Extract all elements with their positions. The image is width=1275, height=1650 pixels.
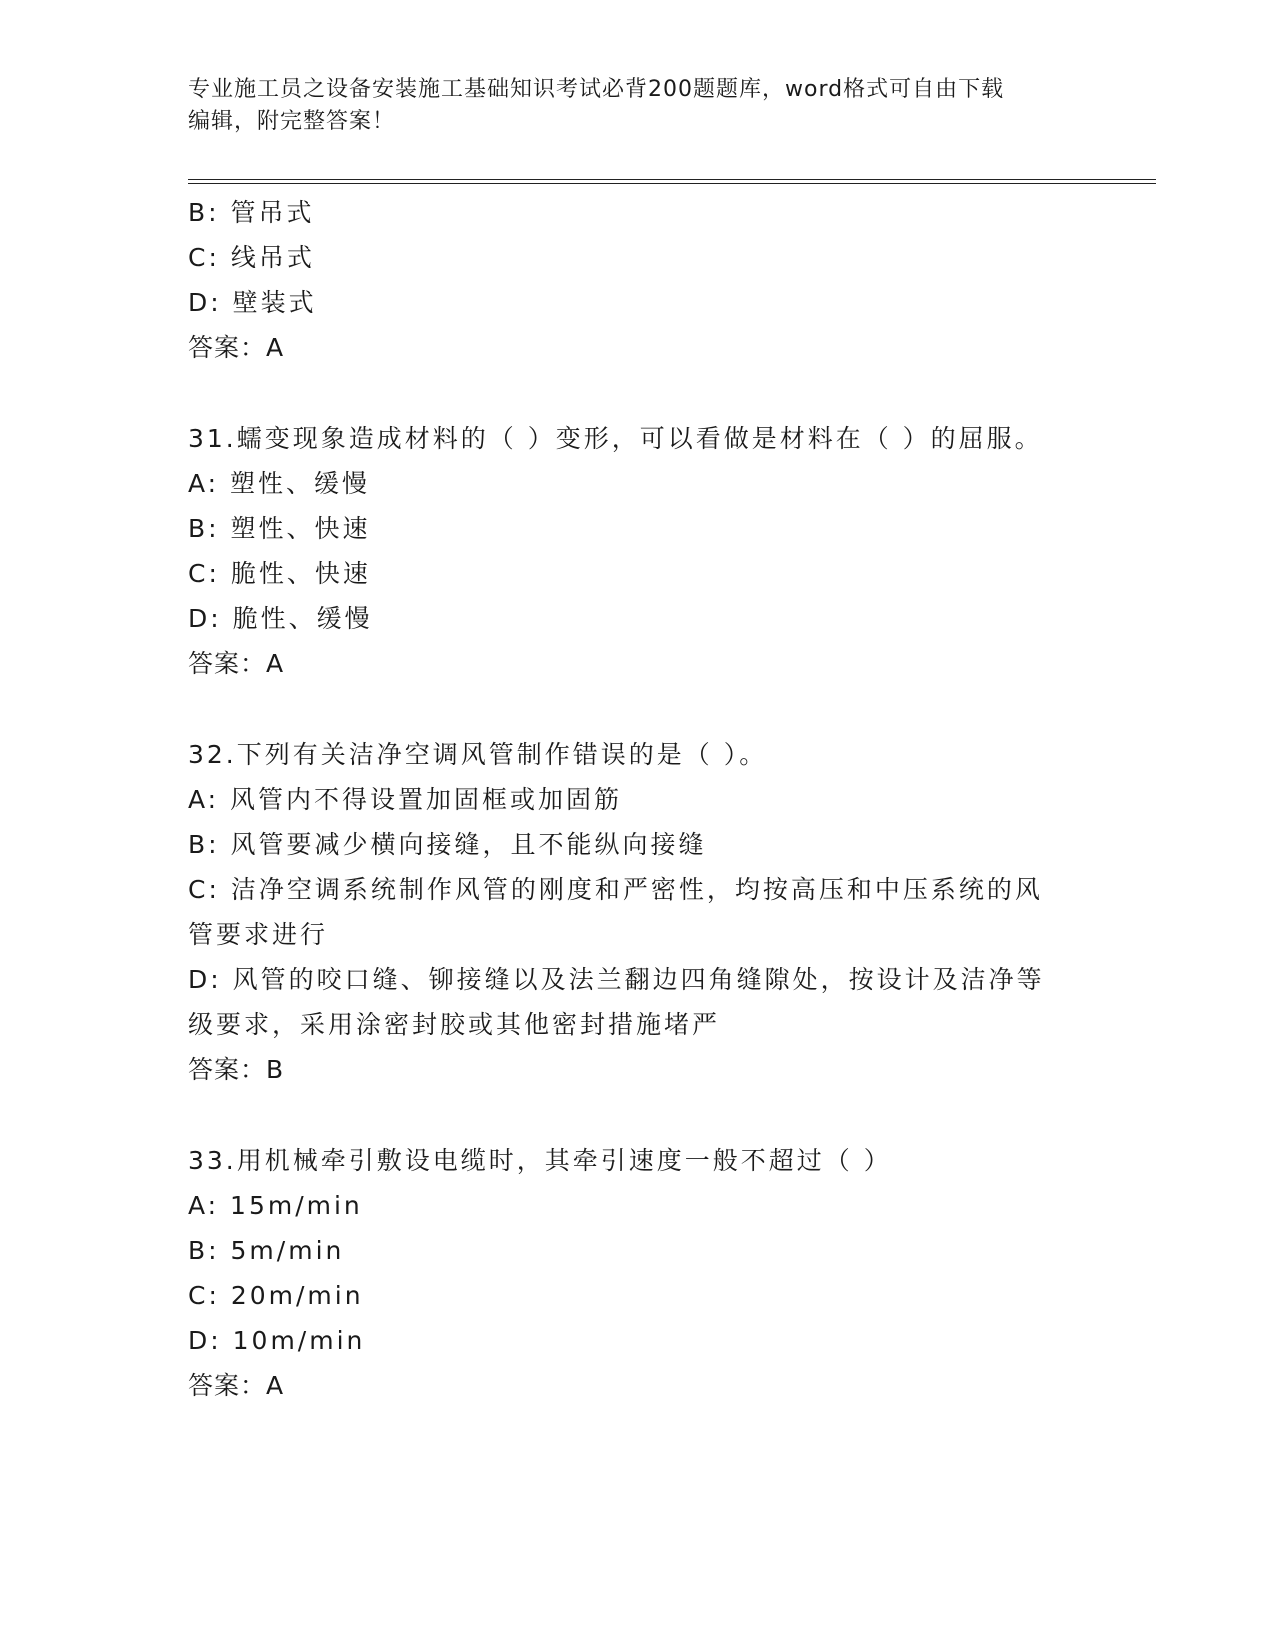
option-d: D: 风管的咬口缝、铆接缝以及法兰翻边四角缝隙处，按设计及洁净等级要求，采用涂密封胶或其他密封措施堵严 [188, 965, 1045, 1039]
question-31 [188, 416, 1088, 686]
question-32 [188, 732, 1088, 1092]
option-d: D: 壁装式 [188, 288, 317, 317]
option-b: B: 塑性、快速 [188, 514, 371, 543]
question-30-tail [188, 190, 1088, 370]
option-a: A: 塑性、缓慢 [188, 469, 371, 498]
option-c: C: 洁净空调系统制作风管的刚度和严密性，均按高压和中压系统的风管要求进行 [188, 875, 1043, 949]
question-stem: 31.蠕变现象造成材料的（ ）变形，可以看做是材料在（ ）的屈服。 [188, 424, 1043, 453]
option-b: B: 风管要减少横向接缝，且不能纵向接缝 [188, 830, 707, 859]
answer: 答案：A [188, 1371, 285, 1400]
answer: 答案：B [188, 1055, 285, 1084]
header-divider-top [188, 179, 1156, 180]
option-a: A: 风管内不得设置加固框或加固筋 [188, 785, 623, 814]
option-b: B: 5m/min [188, 1236, 345, 1265]
question-33 [188, 1138, 1088, 1408]
answer: 答案：A [188, 333, 285, 362]
option-c: C: 脆性、快速 [188, 559, 371, 588]
option-d: D: 10m/min [188, 1326, 366, 1355]
header-title-line-2: 编辑，附完整答案！ [188, 109, 396, 134]
header-title-line-1: 专业施工员之设备安装施工基础知识考试必背200题题库，word格式可自由下载 [188, 77, 1005, 102]
document-header [188, 74, 1088, 138]
option-d: D: 脆性、缓慢 [188, 604, 373, 633]
question-stem: 33.用机械牵引敷设电缆时，其牵引速度一般不超过（ ） [188, 1146, 892, 1175]
question-list [188, 190, 1088, 1408]
question-stem: 32.下列有关洁净空调风管制作错误的是（ ）。 [188, 740, 768, 769]
option-c: C: 线吊式 [188, 243, 315, 272]
header-divider-bottom [188, 183, 1156, 184]
option-c: C: 20m/min [188, 1281, 364, 1310]
answer: 答案：A [188, 649, 285, 678]
option-b: B: 管吊式 [188, 198, 315, 227]
option-a: A: 15m/min [188, 1191, 363, 1220]
